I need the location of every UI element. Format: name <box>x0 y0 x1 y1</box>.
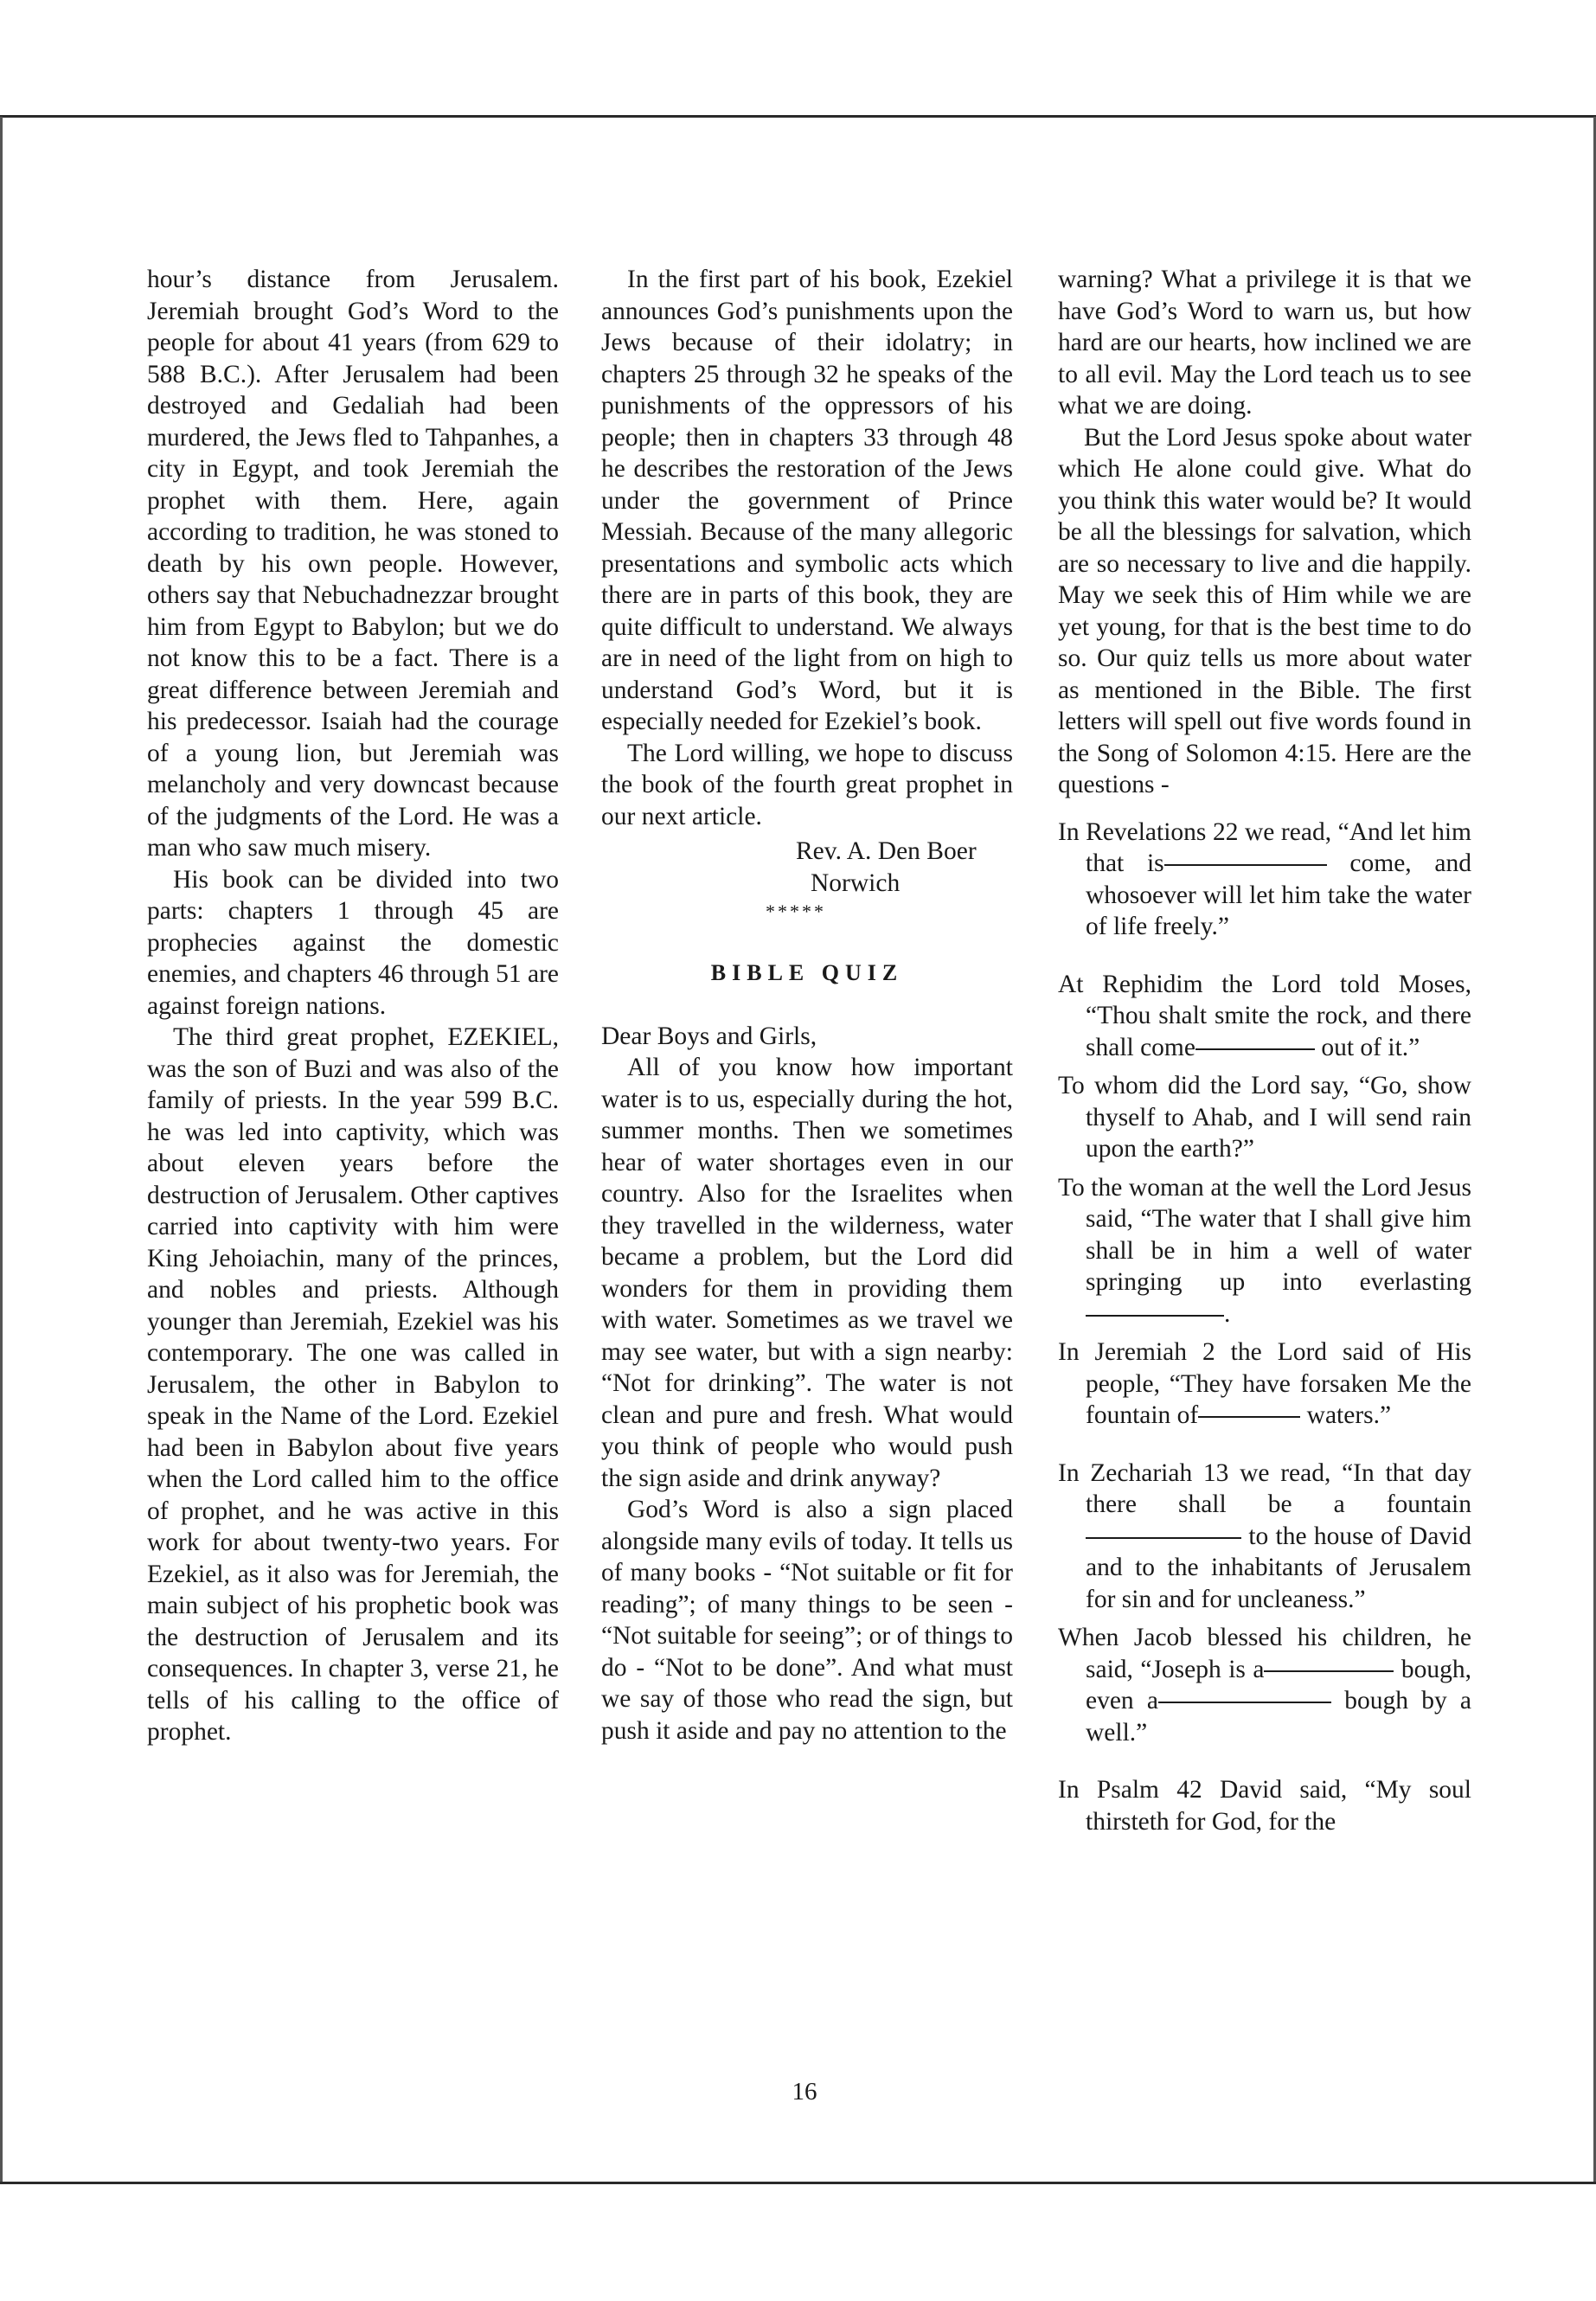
paragraph: His book can be divided into two parts: chapters 1 through 45 are prophecies against the domestic enemies, and chapters 46 through 51 are against foreign nations. <box>147 865 559 1020</box>
greeting: Dear Boys and Girls, <box>601 1022 817 1050</box>
answer-blank <box>1086 1315 1224 1317</box>
quiz-title: BIBLE QUIZ <box>710 960 904 985</box>
quiz-question: When Jacob blessed his children, he said, “Joseph is a bough, even a bough by a well.” <box>1058 1624 1471 1747</box>
paragraph: The Lord willing, we hope to discuss the book of the fourth great prophet in our next article. <box>601 739 1013 830</box>
quiz-question: At Rephidim the Lord told Moses, “Thou shalt smite the rock, and there shall come out of it.” <box>1058 970 1471 1061</box>
top-border <box>0 115 1596 118</box>
answer-blank <box>1086 1537 1241 1539</box>
paragraph: But the Lord Jesus spoke about water which He alone could give. What do you think this water would be? It would be all the blessings for salvation, which are so necessary to live and die happily. May we seek this of Him while we are yet young, for that is the best time to do so. Our quiz tells us more about water as mentioned in the Bible. The first letters will spell out five words found in the Song of Solomon 4:15. Here are the questions - <box>1058 423 1471 798</box>
quiz-question: In Zechariah 13 we read, “In that day there shall be a fountain to the house of David and to the inhabitants of Jerusalem for sin and for uncleaness.” <box>1058 1458 1472 1613</box>
author-name: Rev. A. Den Boer <box>796 837 977 865</box>
answer-blank <box>1158 1702 1331 1703</box>
column-2 <box>601 264 1013 1747</box>
bottom-border <box>0 2182 1596 2184</box>
quiz-question: In Revelations 22 we read, “And let him that is come, and whosoever will let him take the water of life freely.” <box>1058 817 1471 940</box>
author-place: Norwich <box>811 868 901 897</box>
paragraph: In the first part of his book, Ezekiel announces God’s punishments upon the Jews because of their idolatry; in chapters 25 through 32 he speaks of the punishments of the oppressors of his people; then in chapters 33 through 48 he describes the restoration of the Jews under the government of Prince Messiah. Because of the many allegoric presentations and symbolic acts which there are in parts of this book, they are quite difficult to understand. We always are in need of the light from on high to understand God’s Word, but it is especially needed for Ezekiel’s book. <box>601 266 1013 735</box>
paragraph: The third great prophet, EZEKIEL, was the son of Buzi and was also of the family of priests. In the year 599 B.C. he was led into captivity, which was about eleven years before the destruction of Jerusalem. Other captives carried into captivity with him were King Jehoiachin, many of the princes, and nobles and priests. Although younger than Jeremiah, Ezekiel was his contemporary. The one was called in Jerusalem, the other in Babylon to speak in the Name of the Lord. Ezekiel had been in Babylon about five years when the Lord called him to the office of prophet, and he was active in this work for about twenty-two years. For Ezekiel, as it also was for Jeremiah, the main subject of his prophetic book was the destruction of Jerusalem and its consequences. In chapter 3, verse 21, he tells of his calling to the office of prophet. <box>147 1023 559 1746</box>
quiz-question: To the woman at the well the Lord Jesus said, “The water that I shall give him shall be in him a well of water springing up into everlasting. <box>1058 1173 1471 1328</box>
column-3 <box>1058 264 1471 1837</box>
quiz-question: In Psalm 42 David said, “My soul thirsteth for God, for the <box>1058 1776 1471 1836</box>
quiz-question: To whom did the Lord say, “Go, show thyself to Ahab, and I will send rain upon the earth?” <box>1058 1072 1471 1163</box>
left-edge <box>0 117 3 2184</box>
answer-blank <box>1164 864 1327 866</box>
answer-blank <box>1195 1048 1315 1050</box>
paragraph: hour’s distance from Jerusalem. Jeremiah brought God’s Word to the people for about 41 years (from 629 to 588 B.C.). After Jerusalem had been destroyed and Gedaliah had been murdered, the Jews fled to Tahpanhes, a city in Egypt, and took Jeremiah the prophet with them. Here, again according to tradition, he was stoned to death by his own people. However, others say that Nebuchadnezzar brought him from Egypt to Babylon; but we do not know this to be a fact. There is a great difference between Jeremiah and his predecessor. Isaiah had the courage of a young lion, but Jeremiah was melancholy and very downcast because of the judgments of the Lord. He was a man who saw much misery. <box>147 266 559 862</box>
paragraph: All of you know how important water is to us, especially during the hot, summer months. Then we sometimes hear of water shortages even in our country. Also for the Israelites when they travelled in the wilderness, water became a problem, but the Lord did wonders for them in providing them with water. Sometimes as we travel we may see water, but with a sign nearby: “Not for drinking”. The water is not clean and pure and fresh. What would you think of people who would push the sign aside and drink anyway? <box>601 1054 1013 1492</box>
paragraph: warning? What a privilege it is that we have God’s Word to warn us, but how hard are our hearts, how inclined we are to all evil. May the Lord teach us to see what we are doing. <box>1058 266 1471 420</box>
column-1 <box>147 264 559 1748</box>
separator: ***** <box>766 901 826 922</box>
answer-blank <box>1264 1670 1394 1672</box>
quiz-question: In Jeremiah 2 the Lord said of His people, “They have forsaken Me the fountain of waters.” <box>1058 1338 1471 1429</box>
answer-blank <box>1198 1416 1300 1418</box>
page-number: 16 <box>792 2078 817 2106</box>
paragraph: God’s Word is also a sign placed alongside many evils of today. It tells us of many books - “Not suitable or fit for reading”; of many things to be seen - “Not suitable for seeing”; or of things to do - “Not to be done”. And what must we say of those who read the sign, but push it aside and pay no attention to the <box>601 1496 1013 1745</box>
